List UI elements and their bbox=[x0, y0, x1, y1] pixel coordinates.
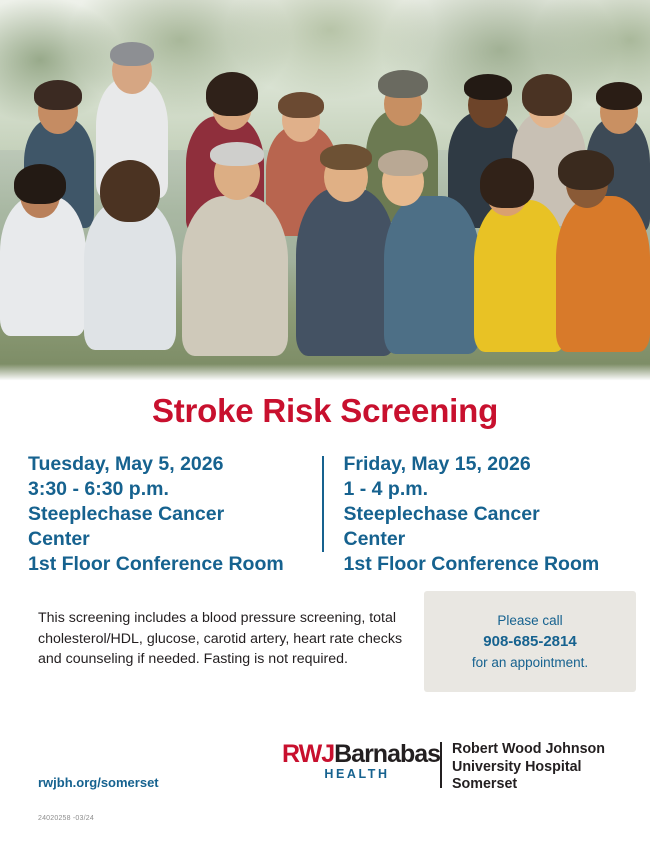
website-url[interactable]: rwjbh.org/somerset bbox=[38, 775, 159, 790]
hospital-line-3: Somerset bbox=[452, 776, 518, 792]
photo-person-hair bbox=[278, 92, 324, 118]
photo-person-hair bbox=[464, 74, 512, 100]
photo-person-hair bbox=[378, 150, 428, 176]
event-2-venue-line2: Center bbox=[343, 528, 406, 550]
event-2-venue-line1: Steeplechase Cancer bbox=[343, 503, 540, 525]
photo-person-hair bbox=[522, 74, 572, 116]
photo-person-hair bbox=[34, 80, 82, 110]
screening-description: This screening includes a blood pressure screening, total cholesterol/HDL, glucose, carotid artery, heart rate checks and counseling if needed. Fasting is not required. bbox=[38, 610, 403, 667]
logo-wordmark bbox=[282, 740, 441, 769]
photo-person-hair bbox=[480, 158, 534, 208]
logo-health-text: HEALTH bbox=[324, 767, 390, 781]
hospital-line-1: Robert Wood Johnson bbox=[452, 741, 606, 757]
appointment-callout-text bbox=[424, 610, 636, 673]
event-1-date: Tuesday, May 5, 2026 bbox=[28, 453, 224, 475]
photo-person-hair bbox=[110, 42, 154, 66]
photo-person-hair bbox=[210, 142, 264, 166]
photo-person-hair bbox=[378, 70, 428, 98]
photo-person-body bbox=[296, 188, 396, 356]
event-column-1 bbox=[28, 452, 313, 577]
job-code: 24020258 -03/24 bbox=[38, 815, 94, 822]
hospital-line-2: University Hospital bbox=[452, 758, 582, 775]
photo-person-hair bbox=[14, 164, 66, 204]
event-1-room: 1st Floor Conference Room bbox=[28, 553, 284, 575]
hero-photo bbox=[0, 0, 650, 382]
photo-person-body bbox=[84, 200, 176, 350]
event-column-2 bbox=[313, 452, 629, 577]
event-2-date: Friday, May 15, 2026 bbox=[343, 453, 531, 475]
logo-barnabas-text: Barnabas bbox=[334, 740, 441, 768]
rwjbarnabas-health-logo bbox=[282, 740, 622, 792]
photo-person-body bbox=[474, 200, 566, 352]
logo-rwj-text: RWJ bbox=[282, 740, 335, 768]
event-2-room: 1st Floor Conference Room bbox=[343, 553, 600, 575]
page-title: Stroke Risk Screening bbox=[151, 392, 499, 429]
event-1-time: 3:30 - 6:30 p.m. bbox=[28, 478, 169, 500]
call-instruction-line1: Please call bbox=[497, 613, 563, 628]
photo-person-hair bbox=[320, 144, 372, 170]
call-instruction-line2: for an appointment. bbox=[471, 655, 589, 670]
event-1-venue-line1: Steeplechase Cancer bbox=[28, 503, 225, 525]
photo-bottom-fade bbox=[0, 364, 650, 382]
photo-person-hair bbox=[206, 72, 258, 116]
photo-person-hair bbox=[596, 82, 642, 110]
logo-divider bbox=[440, 742, 442, 788]
event-dates bbox=[28, 452, 628, 577]
photo-person-body bbox=[556, 196, 650, 352]
photo-person-hair bbox=[100, 160, 160, 222]
event-2-time: 1 - 4 p.m. bbox=[343, 478, 429, 500]
appointment-callout-box bbox=[424, 591, 636, 692]
hospital-name bbox=[452, 741, 605, 794]
photo-person-body bbox=[384, 196, 480, 354]
photo-person-body bbox=[182, 196, 288, 356]
event-1-venue-line2: Center bbox=[28, 528, 90, 550]
photo-person-hair bbox=[558, 150, 614, 190]
phone-number[interactable]: 908-685-2814 bbox=[483, 633, 577, 650]
